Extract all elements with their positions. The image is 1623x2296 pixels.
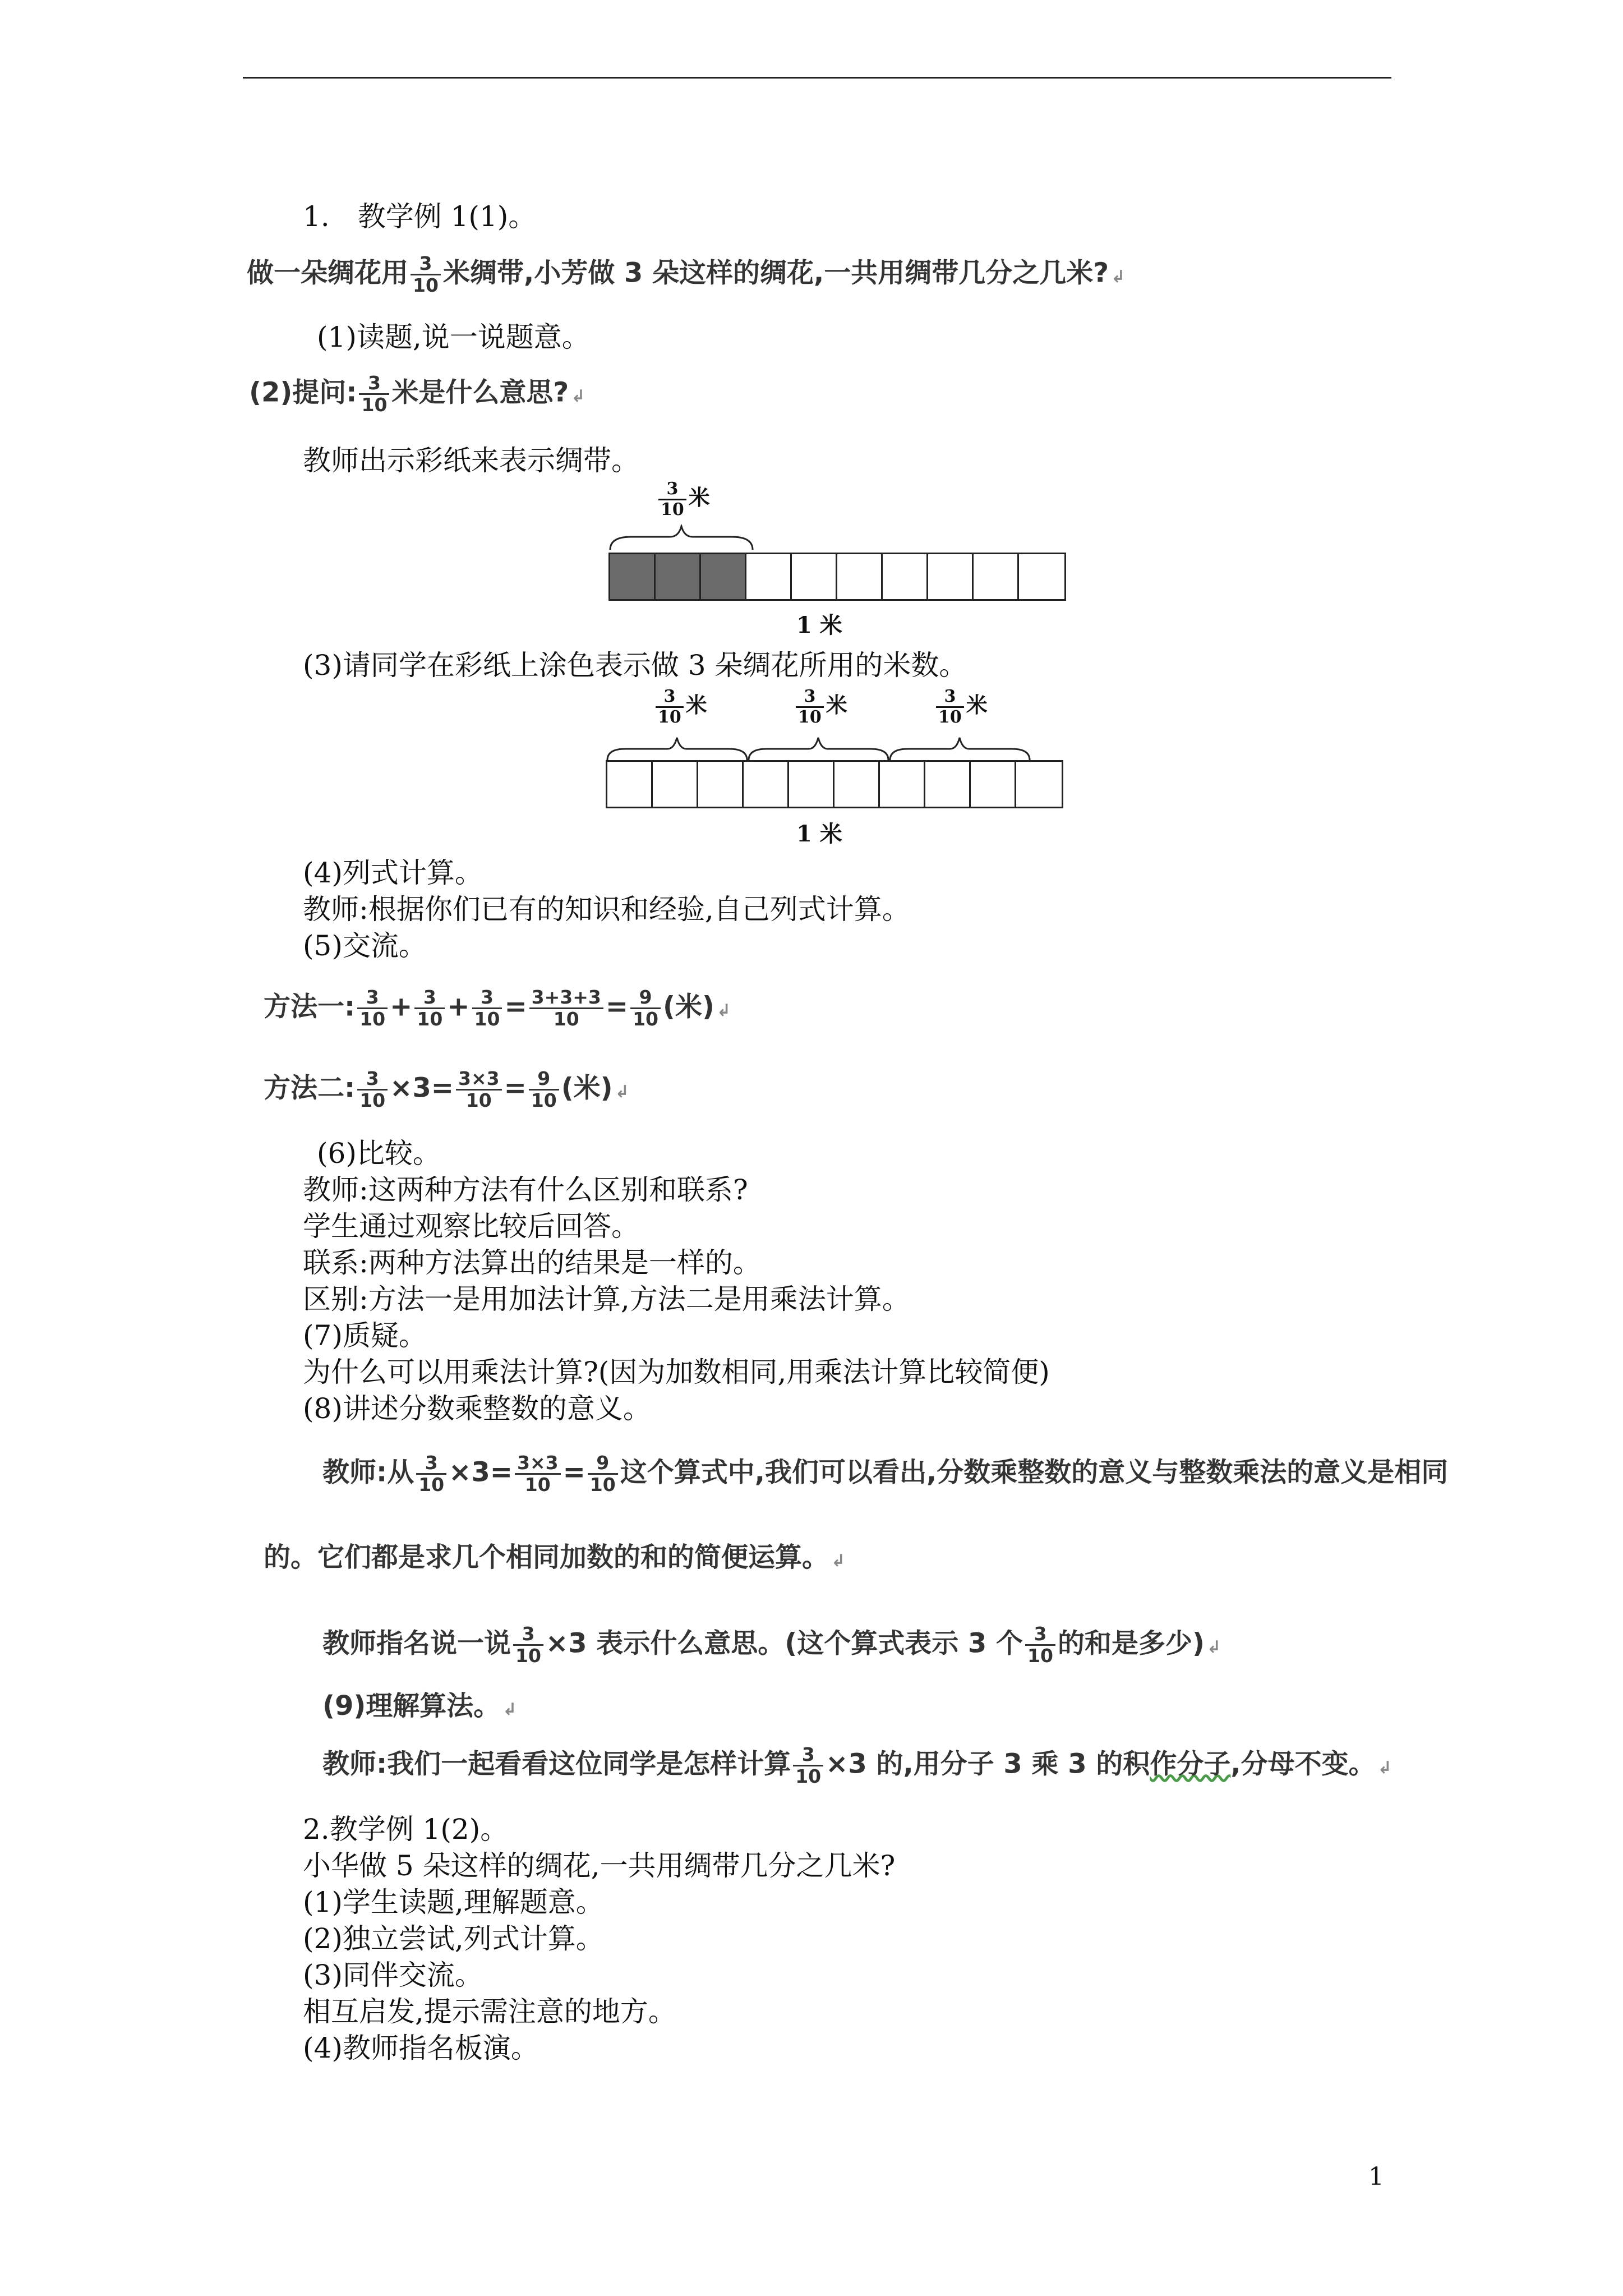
tape-cell-shaded (610, 554, 656, 599)
tape-cell (880, 762, 925, 807)
method-2: 方法二: $\frac{3}{10}$ ×3= $\frac{3\times 3}{10}$ = $\frac{9}{10}$ (米) ↲ (264, 1068, 629, 1111)
section1-title: 1. 教学例 1(1)。 (303, 200, 537, 233)
step-4-teacher: 教师:根据你们已有的知识和经验,自己列式计算。 (303, 893, 910, 926)
brace-label: $\frac{3}{10}$ 米 (653, 687, 707, 727)
problem-statement: 做一朵绸花用 $\frac{3}{10}$ 米绸带,小芳做 3 朵这样的绸花,一共用绸带几分之几米? ↲ (247, 252, 1126, 296)
step-6-link: 联系:两种方法算出的结果是一样的。 (303, 1246, 761, 1279)
tape-cell (746, 554, 792, 599)
step-3: (3)请同学在彩纸上涂色表示做 3 朵绸花所用的米数。 (303, 649, 967, 682)
brace-label: $\frac{3}{10}$ 米 (794, 687, 847, 727)
tape-cell (974, 554, 1019, 599)
step-5: (5)交流。 (303, 930, 427, 962)
step-6: (6)比较。 (317, 1137, 441, 1170)
method-1: 方法一: $\frac{3}{10}$ + $\frac{3}{10}$ + $\frac{3}{10}$ = $\frac{3+3+3}{10}$ = $\frac{9}{10}$ (米) ↲ (264, 986, 731, 1030)
braces (606, 735, 1032, 763)
tape-caption: 1 米 (796, 612, 842, 638)
header-rule (243, 77, 1391, 79)
section2-step-2: (2)独立尝试,列式计算。 (303, 1922, 604, 1955)
tape-cell (792, 554, 837, 599)
brace-label: $\frac{3}{10}$ 米 (656, 480, 710, 519)
section2-step-3: (3)同伴交流。 (303, 1959, 483, 1991)
tape-cell (837, 554, 883, 599)
section2-step-4: (4)教师指名板演。 (303, 2032, 539, 2064)
tape-cell (744, 762, 789, 807)
tape-strip (606, 760, 1063, 808)
tape-strip (608, 553, 1066, 601)
tape-cell (653, 762, 698, 807)
step-6-answer: 学生通过观察比较后回答。 (303, 1210, 639, 1243)
step-8: (8)讲述分数乘整数的意义。 (303, 1392, 651, 1425)
step-9: (9)理解算法。 ↲ (322, 1690, 517, 1722)
step-8-naming: 教师指名说一说 $\frac{3}{10}$ ×3 表示什么意思。(这个算式表示 3 个 $\frac{3}{10}$ 的和是多少) ↲ (322, 1623, 1221, 1667)
fraction-3-10: $\frac{3}{10}$ (411, 254, 441, 296)
page-number: 1 (1368, 2162, 1384, 2191)
brace-label: $\frac{3}{10}$ 米 (934, 687, 988, 727)
step-1: (1)读题,说一说题意。 (317, 321, 590, 353)
step-4: (4)列式计算。 (303, 857, 483, 889)
fraction-3-10: $\frac{3}{10}$ (359, 373, 389, 415)
step-7-question: 为什么可以用乘法计算?(因为加数相同,用乘法计算比较简便) (303, 1356, 1050, 1388)
tape-cell (1016, 762, 1062, 807)
tape-cell (971, 762, 1016, 807)
tape-cell (928, 554, 974, 599)
step-6-question: 教师:这两种方法有什么区别和联系? (303, 1174, 748, 1206)
section2-step-3-note: 相互启发,提示需注意的地方。 (303, 1995, 676, 2028)
section2-step-1: (1)学生读题,理解题意。 (303, 1886, 604, 1918)
step-6-diff: 区别:方法一是用加法计算,方法二是用乘法计算。 (303, 1283, 910, 1315)
tape-cell (1019, 554, 1064, 599)
step-8-teacher: 教师:从 $\frac{3}{10}$ ×3= $\frac{3\times 3}{10}$ = $\frac{9}{10}$ 这个算式中,我们可以看出,分数乘整数的意义与整数乘法的意义是相同 (322, 1452, 1449, 1496)
tape-cell (834, 762, 880, 807)
teacher-show: 教师出示彩纸来表示绸带。 (303, 444, 639, 477)
tape-cell-shaded (701, 554, 746, 599)
tape-cell (789, 762, 834, 807)
section2-title: 2.教学例 1(2)。 (303, 1813, 509, 1846)
step-8-teacher-cont: 的。它们都是求几个相同加数的和的简便运算。 ↲ (264, 1542, 846, 1573)
step-7: (7)质疑。 (303, 1319, 427, 1352)
section2-problem: 小华做 5 朵这样的绸花,一共用绸带几分之几米? (303, 1849, 896, 1882)
tape-cell (883, 554, 928, 599)
tape-cell (925, 762, 971, 807)
step-2: (2)提问: $\frac{3}{10}$ 米是什么意思? ↲ (249, 372, 585, 416)
tape-caption: 1 米 (796, 821, 842, 847)
tape-cell (698, 762, 744, 807)
brace (608, 524, 754, 553)
step-9-teacher: 教师:我们一起看看这位同学是怎样计算 $\frac{3}{10}$ ×3 的,用分子 3 乘 3 的积作分子,分母不变。 ↲ (322, 1743, 1392, 1787)
tape-cell (607, 762, 653, 807)
tape-cell-shaded (656, 554, 701, 599)
